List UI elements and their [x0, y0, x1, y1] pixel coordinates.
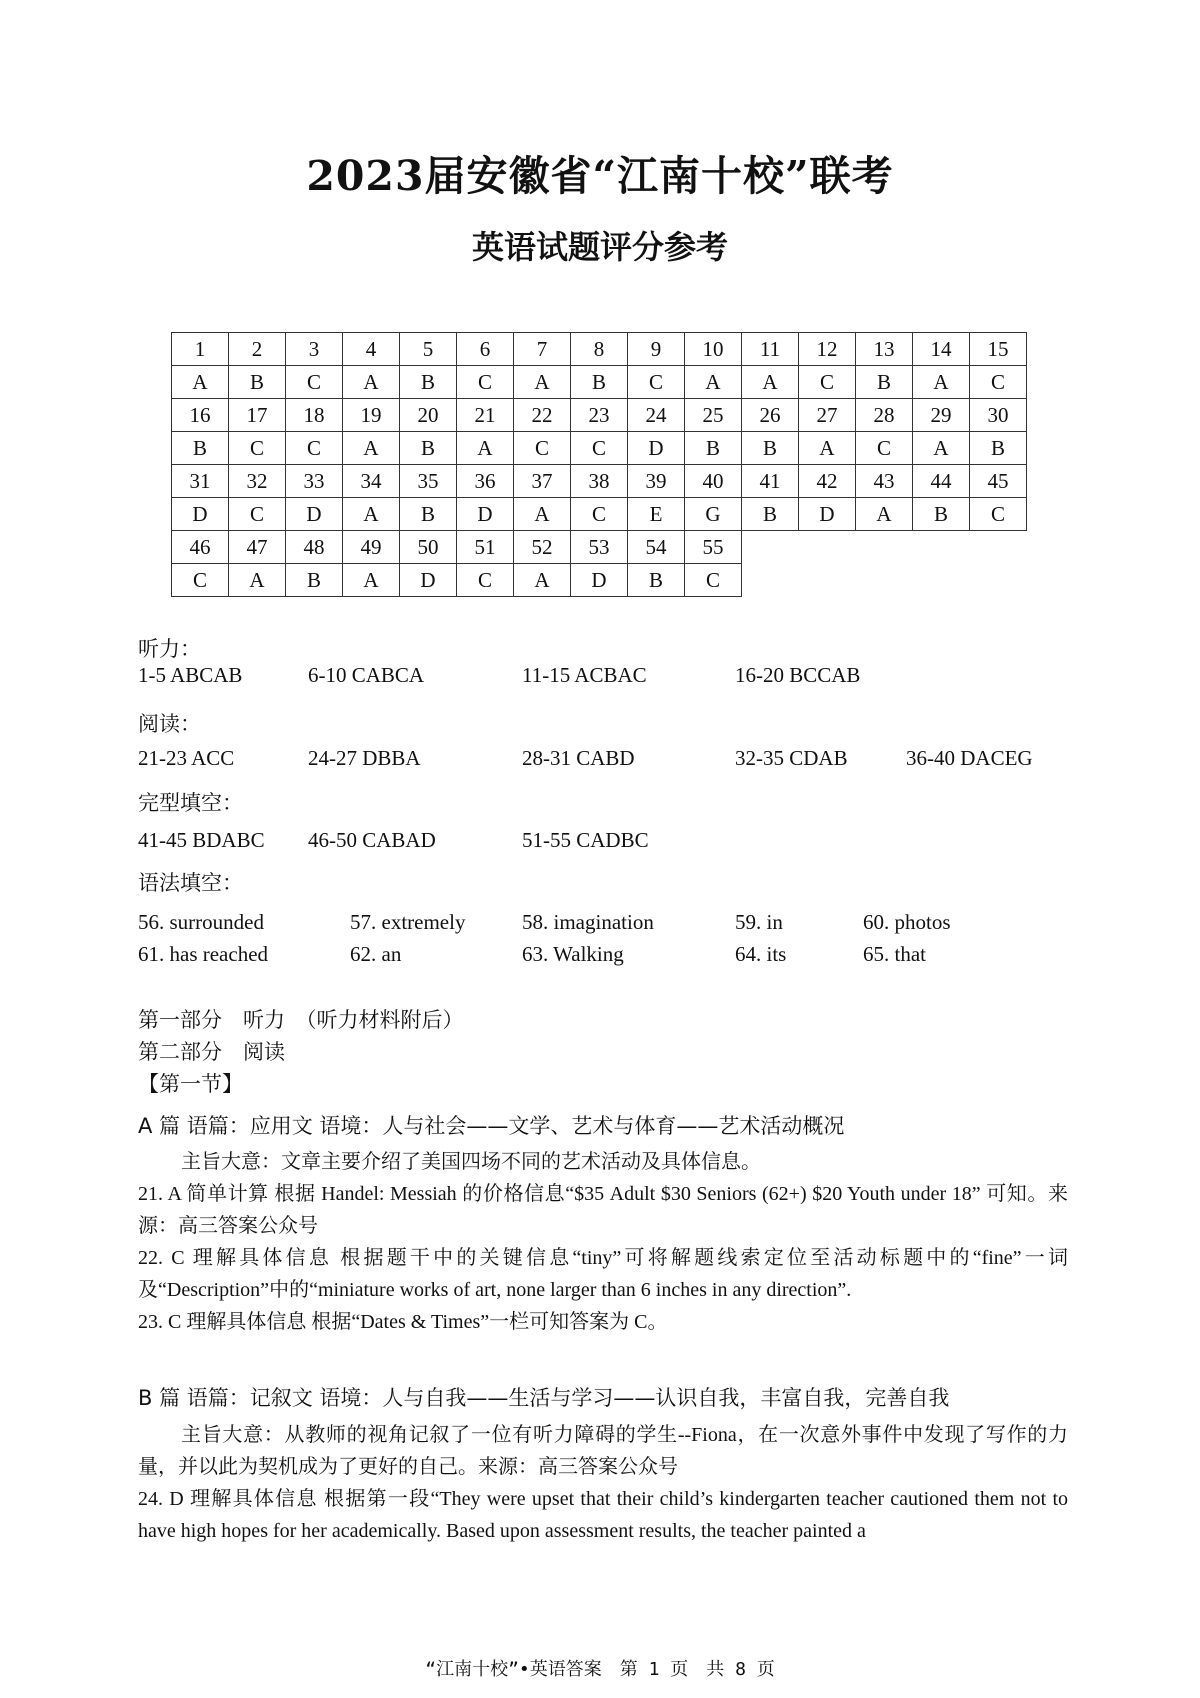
answer-cell: B [400, 366, 457, 399]
question-number-cell: 48 [286, 531, 343, 564]
answer-group: 28-31 CABD [522, 746, 635, 770]
answer-cell: D [571, 564, 628, 597]
answer-cell: A [343, 366, 400, 399]
question-number-row [172, 399, 1027, 432]
grammar-answer: 61. has reached [138, 942, 269, 966]
answer-group: 24-27 DBBA [308, 746, 421, 770]
grammar-answer: 59. in [735, 910, 783, 934]
question-number-cell: 11 [742, 333, 799, 366]
question-number-cell: 15 [970, 333, 1027, 366]
answer-cell: A [343, 432, 400, 465]
answer-group: 46-50 CABAD [308, 828, 436, 852]
grammar-label: 语法填空： [138, 871, 243, 895]
answer-cell: A [514, 564, 571, 597]
question-number-cell: 54 [628, 531, 685, 564]
answer-group: 51-55 CADBC [522, 828, 649, 852]
answer-cell: C [970, 498, 1027, 531]
grammar-answer: 60. photos [863, 910, 951, 934]
answer-cell: B [856, 366, 913, 399]
cloze-answers [0, 828, 1200, 856]
answer-cell: A [514, 366, 571, 399]
question-number-cell: 42 [799, 465, 856, 498]
answer-cell: C [571, 432, 628, 465]
question-number-cell: 30 [970, 399, 1027, 432]
reading-label: 阅读： [138, 712, 201, 736]
page-footer: “江南十校”•英语答案 第 1 页 共 8 页 [425, 1659, 775, 1680]
answer-table [171, 332, 1027, 597]
grammar-answer: 58. imagination [522, 910, 654, 934]
question-number-cell: 53 [571, 531, 628, 564]
answer-group: 11-15 ACBAC [522, 663, 647, 687]
empty-cell [970, 564, 1027, 597]
question-number-cell: 1 [172, 333, 229, 366]
answer-cell: A [343, 498, 400, 531]
question-number-cell: 38 [571, 465, 628, 498]
answer-explanation-21: 21. A 简单计算 根据 Handel: Messiah 的价格信息“$35 Adult $30 Seniors (62+) $20 Youth under 18” 可知。来源：高三答案公众号 [138, 1183, 1068, 1237]
answer-cell: C [628, 366, 685, 399]
answer-cell: A [742, 366, 799, 399]
empty-cell [742, 531, 799, 564]
passage-a-body [138, 1146, 1068, 1338]
question-number-cell: 32 [229, 465, 286, 498]
answer-cell: C [571, 498, 628, 531]
empty-cell [742, 564, 799, 597]
question-number-cell: 47 [229, 531, 286, 564]
passage-b-heading: B 篇 语篇：记叙文 语境：人与自我——生活与学习——认识自我，丰富自我，完善自我 [138, 1386, 950, 1410]
answer-cell: A [343, 564, 400, 597]
question-number-cell: 28 [856, 399, 913, 432]
answer-cell: B [742, 432, 799, 465]
answer-cell: A [799, 432, 856, 465]
empty-cell [856, 564, 913, 597]
question-number-cell: 18 [286, 399, 343, 432]
reading-answers [0, 746, 1200, 774]
question-number-cell: 25 [685, 399, 742, 432]
answer-cell: E [628, 498, 685, 531]
passage-b-summary: 主旨大意：从教师的视角记叙了一位有听力障碍的学生--Fiona，在一次意外事件中发现了写作的力量，并以此为契机成为了更好的自己。来源：高三答案公众号 [138, 1424, 1068, 1478]
question-number-cell: 13 [856, 333, 913, 366]
answer-cell: B [400, 498, 457, 531]
question-number-cell: 6 [457, 333, 514, 366]
listening-label: 听力： [138, 637, 201, 661]
answer-row [172, 498, 1027, 531]
question-number-cell: 7 [514, 333, 571, 366]
answer-explanation-23: 23. C 理解具体信息 根据“Dates & Times”一栏可知答案为 C。 [138, 1311, 668, 1333]
answer-group: 1-5 ABCAB [138, 663, 243, 687]
answer-cell: D [457, 498, 514, 531]
question-number-cell: 3 [286, 333, 343, 366]
question-number-cell: 5 [400, 333, 457, 366]
section1-heading: 【第一节】 [138, 1072, 243, 1096]
cloze-label: 完型填空： [138, 791, 243, 815]
answer-cell: A [856, 498, 913, 531]
question-number-cell: 35 [400, 465, 457, 498]
page-title: 2023届安徽省“江南十校”联考 [306, 152, 894, 200]
grammar-answer: 63. Walking [522, 942, 624, 966]
question-number-cell: 2 [229, 333, 286, 366]
answer-cell: C [172, 564, 229, 597]
answer-group: 36-40 DACEG [906, 746, 1033, 770]
answer-cell: A [457, 432, 514, 465]
question-number-cell: 23 [571, 399, 628, 432]
answer-group: 21-23 ACC [138, 746, 235, 770]
question-number-cell: 19 [343, 399, 400, 432]
answer-cell: A [913, 432, 970, 465]
answer-cell: C [970, 366, 1027, 399]
question-number-cell: 50 [400, 531, 457, 564]
answer-cell: A [514, 498, 571, 531]
answer-cell: C [514, 432, 571, 465]
answer-cell: D [628, 432, 685, 465]
answer-cell: G [685, 498, 742, 531]
question-number-cell: 40 [685, 465, 742, 498]
question-number-cell: 21 [457, 399, 514, 432]
answer-cell: C [856, 432, 913, 465]
question-number-row [172, 531, 1027, 564]
question-number-cell: 26 [742, 399, 799, 432]
question-number-cell: 55 [685, 531, 742, 564]
question-number-cell: 51 [457, 531, 514, 564]
question-number-cell: 37 [514, 465, 571, 498]
answer-cell: B [970, 432, 1027, 465]
answer-cell: C [286, 432, 343, 465]
question-number-row [172, 465, 1027, 498]
grammar-answer: 57. extremely [350, 910, 466, 934]
answer-cell: D [286, 498, 343, 531]
passage-a-heading: A 篇 语篇：应用文 语境：人与社会——文学、艺术与体育——艺术活动概况 [138, 1114, 845, 1138]
empty-cell [913, 564, 970, 597]
question-number-cell: 33 [286, 465, 343, 498]
question-number-cell: 36 [457, 465, 514, 498]
answer-cell: B [229, 366, 286, 399]
empty-cell [799, 531, 856, 564]
grammar-answer: 62. an [350, 942, 402, 966]
question-number-cell: 39 [628, 465, 685, 498]
answer-cell: A [913, 366, 970, 399]
answer-cell: C [457, 564, 514, 597]
page-subtitle: 英语试题评分参考 [471, 228, 728, 266]
empty-cell [913, 531, 970, 564]
grammar-answers-row2 [0, 942, 1200, 970]
question-number-cell: 41 [742, 465, 799, 498]
answer-cell: D [799, 498, 856, 531]
answer-row [172, 564, 1027, 597]
answer-cell: B [172, 432, 229, 465]
answer-cell: B [286, 564, 343, 597]
grammar-answer: 65. that [863, 942, 926, 966]
question-number-cell: 16 [172, 399, 229, 432]
answer-cell: C [457, 366, 514, 399]
question-number-cell: 12 [799, 333, 856, 366]
question-number-cell: 27 [799, 399, 856, 432]
question-number-cell: 29 [913, 399, 970, 432]
question-number-cell: 9 [628, 333, 685, 366]
answer-cell: A [229, 564, 286, 597]
question-number-cell: 31 [172, 465, 229, 498]
part1-heading: 第一部分 听力 （听力材料附后） [138, 1008, 464, 1032]
grammar-answer: 56. surrounded [138, 910, 264, 934]
question-number-cell: 17 [229, 399, 286, 432]
empty-cell [799, 564, 856, 597]
passage-a-summary: 主旨大意：文章主要介绍了美国四场不同的艺术活动及具体信息。 [181, 1151, 761, 1173]
question-number-cell: 49 [343, 531, 400, 564]
listening-answers [0, 663, 1200, 691]
grammar-answer: 64. its [735, 942, 787, 966]
answer-cell: C [286, 366, 343, 399]
answer-cell: C [229, 432, 286, 465]
answer-cell: D [172, 498, 229, 531]
question-number-row [172, 333, 1027, 366]
answer-cell: B [400, 432, 457, 465]
answer-row [172, 366, 1027, 399]
passage-b-body [138, 1419, 1068, 1547]
answer-cell: A [685, 366, 742, 399]
empty-cell [970, 531, 1027, 564]
answer-explanation-24: 24. D 理解具体信息 根据第一段“They were upset that their child’s kindergarten teacher cautioned them not to have high hopes for her academically. Based upon assessment results, the teacher painted a [138, 1488, 1068, 1542]
answer-cell: C [229, 498, 286, 531]
question-number-cell: 20 [400, 399, 457, 432]
part2-heading: 第二部分 阅读 [138, 1040, 285, 1064]
question-number-cell: 24 [628, 399, 685, 432]
empty-cell [856, 531, 913, 564]
question-number-cell: 22 [514, 399, 571, 432]
answer-row [172, 432, 1027, 465]
question-number-cell: 34 [343, 465, 400, 498]
answer-group: 6-10 CABCA [308, 663, 425, 687]
question-number-cell: 52 [514, 531, 571, 564]
question-number-cell: 10 [685, 333, 742, 366]
answer-cell: C [685, 564, 742, 597]
grammar-answers-row1 [0, 910, 1200, 938]
answer-explanation-22: 22. C 理解具体信息 根据题干中的关键信息“tiny”可将解题线索定位至活动标题中的“fine”一词及“Description”中的“miniature works of art, none larger than 6 inches in any direction”. [138, 1247, 1068, 1301]
question-number-cell: 8 [571, 333, 628, 366]
answer-cell: B [742, 498, 799, 531]
answer-cell: B [628, 564, 685, 597]
answer-cell: C [799, 366, 856, 399]
question-number-cell: 45 [970, 465, 1027, 498]
answer-cell: B [685, 432, 742, 465]
question-number-cell: 43 [856, 465, 913, 498]
question-number-cell: 44 [913, 465, 970, 498]
answer-group: 16-20 BCCAB [735, 663, 861, 687]
answer-cell: B [913, 498, 970, 531]
question-number-cell: 14 [913, 333, 970, 366]
question-number-cell: 4 [343, 333, 400, 366]
answer-cell: B [571, 366, 628, 399]
answer-group: 41-45 BDABC [138, 828, 265, 852]
question-number-cell: 46 [172, 531, 229, 564]
answer-cell: A [172, 366, 229, 399]
answer-cell: D [400, 564, 457, 597]
answer-group: 32-35 CDAB [735, 746, 848, 770]
